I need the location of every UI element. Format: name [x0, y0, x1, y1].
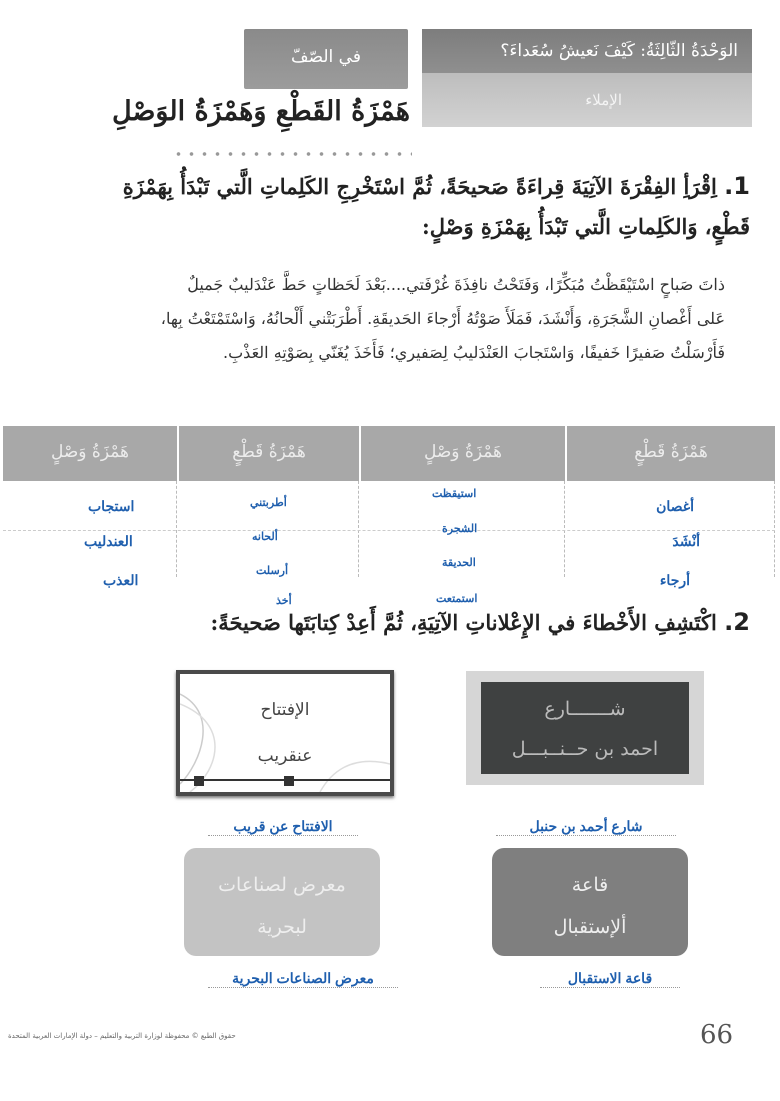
sign-line: معرض لصناعات	[218, 874, 346, 896]
page-number: 66	[700, 1020, 734, 1050]
answer-line: معرض الصناعات البحرية	[208, 970, 398, 988]
question-2-number: 2.	[724, 608, 750, 636]
answer-qat: أخذ	[276, 595, 292, 607]
column-divider	[358, 481, 359, 577]
sign-line: شـــــــارع	[544, 698, 626, 720]
answer-wasl: العذب	[103, 572, 139, 588]
sign-street	[466, 671, 704, 785]
answer-wasl: العندليب	[84, 533, 133, 549]
answer-qat: أغصان	[656, 498, 694, 514]
question-1-number: 1.	[724, 172, 750, 200]
sign-line: احمد بن حــنــبـــل	[511, 738, 659, 760]
paragraph-line: ذاتَ صَباحٍ اسْتَيْقَظْتُ مُبَكِّرًا، وَفَتَحْتُ نافِذَةَ غُرْفَتي....بَعْدَ لَحَظاتٍ حَطَّ عَنْدَليبٌ جَميلٌ	[187, 275, 725, 294]
answer-line: الافتتاح عن قريب	[208, 818, 358, 836]
header-wasl-2: هَمْزَةُ وَصْلٍ	[50, 442, 129, 462]
answer-wasl: استجاب	[88, 498, 135, 514]
dotted-divider	[172, 150, 412, 158]
sign-line: ألإستقبال	[553, 916, 627, 938]
sign-line: عنقريب	[257, 746, 313, 766]
sign-opening	[176, 670, 394, 796]
hamza-table	[3, 426, 775, 481]
answer-qat: أرسلت	[256, 565, 289, 577]
column-divider	[176, 481, 177, 577]
question-1	[80, 166, 750, 247]
answer-wasl: الشجرة	[442, 523, 478, 535]
answer-line: شارع أحمد بن حنبل	[496, 818, 676, 836]
sign-board	[481, 682, 689, 774]
row-divider	[3, 530, 775, 531]
copyright-note: حقوق الطبع © محفوظة لوزارة التربية والتعليم – دولة الإمارات العربية المتحدة	[8, 1032, 236, 1040]
header-qat-1: هَمْزَةُ قَطْعٍ	[565, 426, 775, 481]
table-header	[3, 426, 775, 481]
question-2-text: اكْتَشِفِ الأَخْطاءَ في الإِعْلاناتِ الآتِيَةِ، ثُمَّ أَعِدْ كِتابَتَها صَحيحَةً:	[210, 610, 717, 635]
answer-qat: أطربتني	[250, 497, 287, 509]
answer-qat: أرجاء	[659, 572, 690, 588]
sign-reception	[492, 848, 688, 956]
answer-wasl: الحديقة	[442, 557, 476, 569]
sign-exhibition	[184, 848, 380, 956]
answer-wasl: استمتعت	[436, 593, 478, 605]
header-wasl-1: هَمْزَةُ وَصْلٍ	[359, 426, 565, 481]
header-qat-2: هَمْزَةُ قَطْعٍ	[177, 426, 359, 481]
section-tab: الإملاء	[422, 73, 752, 127]
answer-line: قاعة الاستقبال	[540, 970, 680, 988]
paragraph-line: فَأَرْسَلْتُ صَفيرًا خَفيفًا، وَاسْتَجابَ العَنْدَليبُ لِصَفيري؛ فَأَخَذَ يُغَنّي بِصَوْتِهِ العَذْبِ.	[223, 343, 725, 362]
unit-tab: الوَحْدَةُ الثّالِثَةُ: كَيْفَ نَعيشُ سُعَداءَ؟	[422, 29, 752, 73]
stand-icon	[284, 776, 294, 786]
swoosh-decoration	[180, 674, 390, 792]
class-tab: في الصّفّ	[244, 29, 408, 89]
sign-line: قاعة	[571, 874, 609, 896]
stand-icon	[194, 776, 204, 786]
question-1-text: اِقْرَأِ الفِقْرَةَ الآتِيَةَ قِراءَةً صَحيحَةً، ثُمَّ اسْتَخْرِجِ الكَلِماتِ الَّتي تَبْدَأُ بِهَمْزَةِ قَطْعٍ، وَالكَلِماتِ الَّتي تَبْدَأُ بِهَمْزَةِ وَصْلٍ:	[122, 174, 750, 239]
sign-line: الإفتتاح	[260, 700, 310, 720]
question-2	[180, 608, 750, 636]
answer-qat: أنْشَدَ	[672, 533, 700, 549]
answer-qat: ألحانه	[252, 531, 278, 543]
sign-line: لبحرية	[257, 916, 307, 938]
column-divider	[564, 481, 565, 577]
column-divider	[774, 481, 775, 577]
answer-wasl: استيقظت	[432, 488, 477, 500]
reading-paragraph	[80, 268, 725, 370]
lesson-title: هَمْزَةُ القَطْعِ وَهَمْزَةُ الوَصْلِ	[112, 96, 410, 127]
paragraph-line: عَلى أَغْصانِ الشَّجَرَةِ، وَأَنْشَدَ، فَمَلَأَ صَوْتُهُ أَرْجاءَ الحَديقَةِ. أَطْرَبَتْني أَلْحانُهُ، وَاسْتَمْتَعْتُ بِها،	[160, 309, 725, 328]
